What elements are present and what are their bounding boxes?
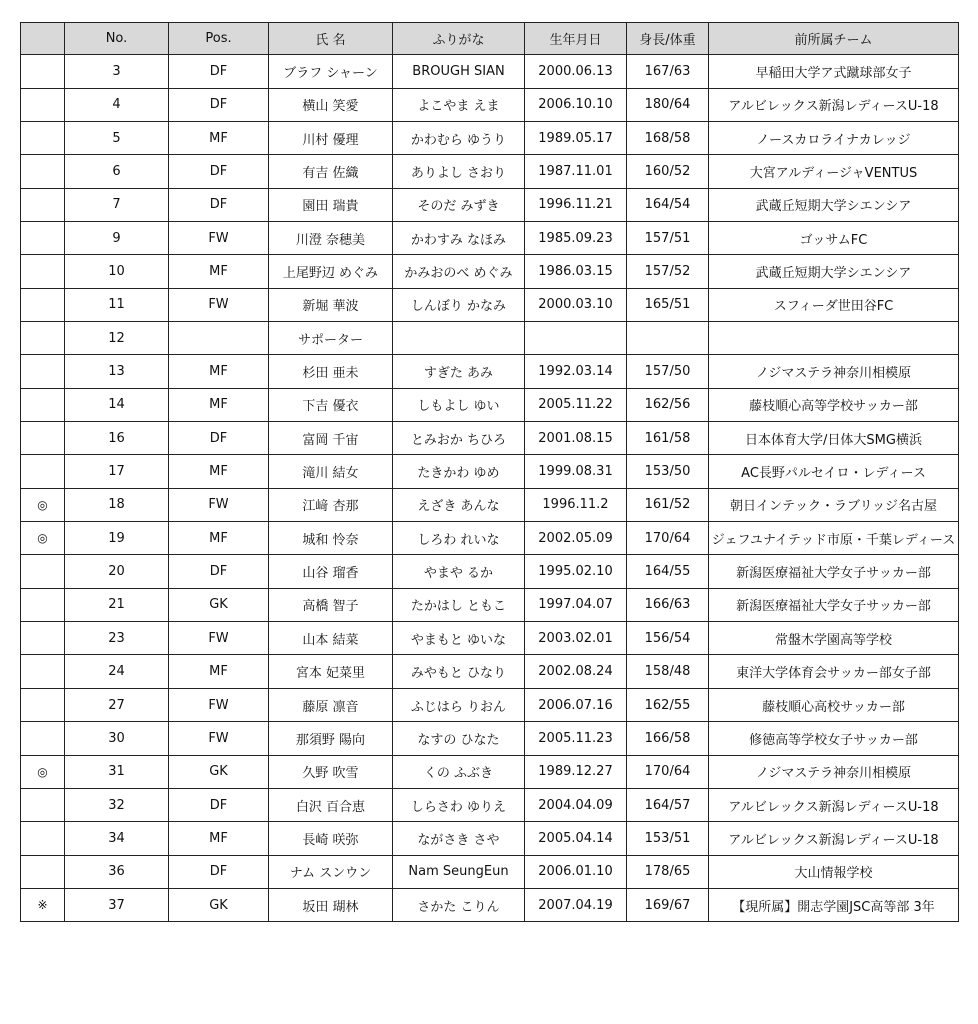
position-cell: FW [169,722,269,755]
birthdate-cell: 1987.11.01 [525,155,627,188]
birthdate-cell: 1989.12.27 [525,755,627,788]
number-cell: 23 [65,622,169,655]
height-weight-cell: 153/50 [627,455,709,488]
height-weight-cell: 157/50 [627,355,709,388]
previous-team-cell: 新潟医療福祉大学女子サッカー部 [709,555,959,588]
name-cell: 城和 怜奈 [269,522,393,555]
name-cell: 川澄 奈穂美 [269,222,393,255]
furigana-cell [393,322,525,355]
height-weight-cell: 157/51 [627,222,709,255]
position-cell: GK [169,588,269,621]
birthdate-cell: 2004.04.09 [525,788,627,821]
mark-cell: ◎ [21,522,65,555]
table-row [21,455,959,488]
previous-team-cell: 修徳高等学校女子サッカー部 [709,722,959,755]
mark-cell [21,355,65,388]
height-weight-cell: 164/54 [627,188,709,221]
height-weight-cell [627,322,709,355]
birthdate-cell: 2002.08.24 [525,655,627,688]
furigana-cell: しらさわ ゆりえ [393,788,525,821]
birthdate-cell: 1995.02.10 [525,555,627,588]
table-row [21,555,959,588]
birthdate-cell [525,322,627,355]
mark-cell [21,822,65,855]
previous-team-cell: 武蔵丘短期大学シエンシア [709,188,959,221]
height-weight-cell: 161/52 [627,488,709,521]
name-cell: 白沢 百合恵 [269,788,393,821]
height-weight-cell: 178/65 [627,855,709,888]
number-cell: 27 [65,688,169,721]
table-row [21,155,959,188]
number-cell: 31 [65,755,169,788]
mark-cell [21,388,65,421]
table-row [21,288,959,321]
table-row [21,622,959,655]
mark-cell: ◎ [21,755,65,788]
number-cell: 7 [65,188,169,221]
previous-team-cell: ノジマステラ神奈川相模原 [709,755,959,788]
name-cell: 横山 笑愛 [269,88,393,121]
previous-team-cell: 新潟医療福祉大学女子サッカー部 [709,588,959,621]
table-row [21,255,959,288]
mark-cell [21,255,65,288]
height-weight-cell: 180/64 [627,88,709,121]
birthdate-cell: 2006.01.10 [525,855,627,888]
table-row [21,755,959,788]
table-row [21,488,959,521]
name-cell: 高橋 智子 [269,588,393,621]
name-cell: ブラフ シャーン [269,55,393,88]
number-cell: 4 [65,88,169,121]
birthdate-cell: 2006.07.16 [525,688,627,721]
mark-cell [21,722,65,755]
birthdate-cell: 2003.02.01 [525,622,627,655]
table-row [21,222,959,255]
birthdate-cell: 1996.11.21 [525,188,627,221]
position-cell: FW [169,288,269,321]
position-cell: MF [169,822,269,855]
header-previous-team: 前所属チーム [709,23,959,55]
position-cell: DF [169,422,269,455]
mark-cell [21,588,65,621]
mark-cell [21,655,65,688]
height-weight-cell: 168/58 [627,121,709,154]
previous-team-cell: 大山情報学校 [709,855,959,888]
furigana-cell: とみおか ちひろ [393,422,525,455]
birthdate-cell: 2001.08.15 [525,422,627,455]
height-weight-cell: 166/58 [627,722,709,755]
number-cell: 20 [65,555,169,588]
table-row [21,655,959,688]
name-cell: 藤原 凛音 [269,688,393,721]
mark-cell [21,555,65,588]
mark-cell: ※ [21,888,65,921]
previous-team-cell: ノジマステラ神奈川相模原 [709,355,959,388]
height-weight-cell: 162/55 [627,688,709,721]
birthdate-cell: 1986.03.15 [525,255,627,288]
height-weight-cell: 170/64 [627,755,709,788]
mark-cell [21,422,65,455]
mark-cell [21,88,65,121]
header-birthdate: 生年月日 [525,23,627,55]
position-cell: MF [169,455,269,488]
header-number: No. [65,23,169,55]
previous-team-cell: 【現所属】開志学園JSC高等部 3年 [709,888,959,921]
mark-cell [21,622,65,655]
furigana-cell: しんぼり かなみ [393,288,525,321]
previous-team-cell: アルビレックス新潟レディースU-18 [709,822,959,855]
previous-team-cell: 大宮アルディージャVENTUS [709,155,959,188]
mark-cell [21,788,65,821]
mark-cell [21,455,65,488]
previous-team-cell: 早稲田大学ア式蹴球部女子 [709,55,959,88]
number-cell: 11 [65,288,169,321]
height-weight-cell: 169/67 [627,888,709,921]
name-cell: 新堀 華波 [269,288,393,321]
furigana-cell: みやもと ひなり [393,655,525,688]
table-row [21,822,959,855]
furigana-cell: しろわ れいな [393,522,525,555]
name-cell: 川村 優理 [269,121,393,154]
table-row [21,355,959,388]
mark-cell [21,155,65,188]
number-cell: 13 [65,355,169,388]
number-cell: 19 [65,522,169,555]
position-cell: MF [169,355,269,388]
name-cell: 坂田 瑚林 [269,888,393,921]
previous-team-cell: 東洋大学体育会サッカー部女子部 [709,655,959,688]
position-cell: DF [169,555,269,588]
header-position: Pos. [169,23,269,55]
number-cell: 36 [65,855,169,888]
furigana-cell: やまもと ゆいな [393,622,525,655]
birthdate-cell: 1997.04.07 [525,588,627,621]
birthdate-cell: 1996.11.2 [525,488,627,521]
position-cell: FW [169,622,269,655]
table-row [21,55,959,88]
table-row [21,121,959,154]
number-cell: 10 [65,255,169,288]
height-weight-cell: 158/48 [627,655,709,688]
birthdate-cell: 1989.05.17 [525,121,627,154]
previous-team-cell: 藤枝順心高等学校サッカー部 [709,388,959,421]
furigana-cell: かわむら ゆうり [393,121,525,154]
furigana-cell: たきかわ ゆめ [393,455,525,488]
position-cell: MF [169,522,269,555]
table-row [21,855,959,888]
mark-cell [21,322,65,355]
previous-team-cell: AC長野パルセイロ・レディース [709,455,959,488]
birthdate-cell: 2000.03.10 [525,288,627,321]
furigana-cell: やまや るか [393,555,525,588]
furigana-cell: かわすみ なほみ [393,222,525,255]
birthdate-cell: 1985.09.23 [525,222,627,255]
height-weight-cell: 167/63 [627,55,709,88]
number-cell: 17 [65,455,169,488]
table-header-row [21,23,959,55]
height-weight-cell: 161/58 [627,422,709,455]
name-cell: 久野 吹雪 [269,755,393,788]
height-weight-cell: 156/54 [627,622,709,655]
position-cell: DF [169,188,269,221]
position-cell: MF [169,121,269,154]
number-cell: 14 [65,388,169,421]
header-furigana: ふりがな [393,23,525,55]
height-weight-cell: 160/52 [627,155,709,188]
previous-team-cell: ゴッサムFC [709,222,959,255]
name-cell: 那須野 陽向 [269,722,393,755]
birthdate-cell: 2006.10.10 [525,88,627,121]
table-row [21,422,959,455]
position-cell: GK [169,888,269,921]
number-cell: 24 [65,655,169,688]
birthdate-cell: 2000.06.13 [525,55,627,88]
previous-team-cell: ジェフユナイテッド市原・千葉レディース [709,522,959,555]
name-cell: ナム スンウン [269,855,393,888]
name-cell: 下吉 優衣 [269,388,393,421]
birthdate-cell: 1992.03.14 [525,355,627,388]
number-cell: 9 [65,222,169,255]
height-weight-cell: 165/51 [627,288,709,321]
position-cell: FW [169,222,269,255]
furigana-cell: ながさき さや [393,822,525,855]
position-cell: FW [169,688,269,721]
number-cell: 34 [65,822,169,855]
header-name: 氏 名 [269,23,393,55]
roster-table [20,22,959,922]
position-cell: DF [169,788,269,821]
furigana-cell: よこやま えま [393,88,525,121]
height-weight-cell: 164/55 [627,555,709,588]
height-weight-cell: 166/63 [627,588,709,621]
birthdate-cell: 2002.05.09 [525,522,627,555]
name-cell: 長崎 咲弥 [269,822,393,855]
furigana-cell: ふじはら りおん [393,688,525,721]
furigana-cell: BROUGH SIAN [393,55,525,88]
table-row [21,688,959,721]
birthdate-cell: 2005.11.23 [525,722,627,755]
previous-team-cell: 武蔵丘短期大学シエンシア [709,255,959,288]
mark-cell [21,55,65,88]
previous-team-cell: 日本体育大学/日体大SMG横浜 [709,422,959,455]
birthdate-cell: 1999.08.31 [525,455,627,488]
furigana-cell: さかた こりん [393,888,525,921]
furigana-cell: Nam SeungEun [393,855,525,888]
table-row [21,88,959,121]
previous-team-cell: ノースカロライナカレッジ [709,121,959,154]
name-cell: 江﨑 杏那 [269,488,393,521]
mark-cell [21,688,65,721]
table-row [21,522,959,555]
position-cell: FW [169,488,269,521]
birthdate-cell: 2005.11.22 [525,388,627,421]
position-cell: DF [169,155,269,188]
mark-cell [21,188,65,221]
furigana-cell: そのだ みずき [393,188,525,221]
number-cell: 3 [65,55,169,88]
number-cell: 5 [65,121,169,154]
furigana-cell: えざき あんな [393,488,525,521]
previous-team-cell: アルビレックス新潟レディースU-18 [709,788,959,821]
previous-team-cell: 藤枝順心高校サッカー部 [709,688,959,721]
mark-cell: ◎ [21,488,65,521]
number-cell: 30 [65,722,169,755]
header-height-weight: 身長/体重 [627,23,709,55]
table-row [21,888,959,921]
number-cell: 18 [65,488,169,521]
table-row [21,788,959,821]
name-cell: 上尾野辺 めぐみ [269,255,393,288]
mark-cell [21,121,65,154]
furigana-cell: しもよし ゆい [393,388,525,421]
name-cell: 宮本 妃菜里 [269,655,393,688]
height-weight-cell: 162/56 [627,388,709,421]
mark-cell [21,288,65,321]
previous-team-cell: スフィーダ世田谷FC [709,288,959,321]
number-cell: 37 [65,888,169,921]
position-cell: MF [169,655,269,688]
number-cell: 21 [65,588,169,621]
position-cell: MF [169,255,269,288]
name-cell: 杉田 亜未 [269,355,393,388]
furigana-cell: たかはし ともこ [393,588,525,621]
position-cell [169,322,269,355]
number-cell: 6 [65,155,169,188]
number-cell: 32 [65,788,169,821]
number-cell: 16 [65,422,169,455]
furigana-cell: ありよし さおり [393,155,525,188]
previous-team-cell [709,322,959,355]
header-mark [21,23,65,55]
name-cell: 山本 結菜 [269,622,393,655]
name-cell: サポーター [269,322,393,355]
height-weight-cell: 153/51 [627,822,709,855]
table-row [21,722,959,755]
name-cell: 滝川 結女 [269,455,393,488]
previous-team-cell: アルビレックス新潟レディースU-18 [709,88,959,121]
mark-cell [21,222,65,255]
previous-team-cell: 朝日インテック・ラブリッジ名古屋 [709,488,959,521]
position-cell: DF [169,88,269,121]
height-weight-cell: 157/52 [627,255,709,288]
table-row [21,188,959,221]
table-row [21,588,959,621]
position-cell: GK [169,755,269,788]
previous-team-cell: 常盤木学園高等学校 [709,622,959,655]
height-weight-cell: 164/57 [627,788,709,821]
position-cell: DF [169,55,269,88]
mark-cell [21,855,65,888]
furigana-cell: すぎた あみ [393,355,525,388]
number-cell: 12 [65,322,169,355]
table-row [21,322,959,355]
name-cell: 山谷 瑠香 [269,555,393,588]
furigana-cell: かみおのべ めぐみ [393,255,525,288]
furigana-cell: くの ふぶき [393,755,525,788]
table-row [21,388,959,421]
position-cell: MF [169,388,269,421]
name-cell: 有吉 佐織 [269,155,393,188]
birthdate-cell: 2007.04.19 [525,888,627,921]
height-weight-cell: 170/64 [627,522,709,555]
birthdate-cell: 2005.04.14 [525,822,627,855]
position-cell: DF [169,855,269,888]
name-cell: 富岡 千宙 [269,422,393,455]
furigana-cell: なすの ひなた [393,722,525,755]
name-cell: 園田 瑞貴 [269,188,393,221]
